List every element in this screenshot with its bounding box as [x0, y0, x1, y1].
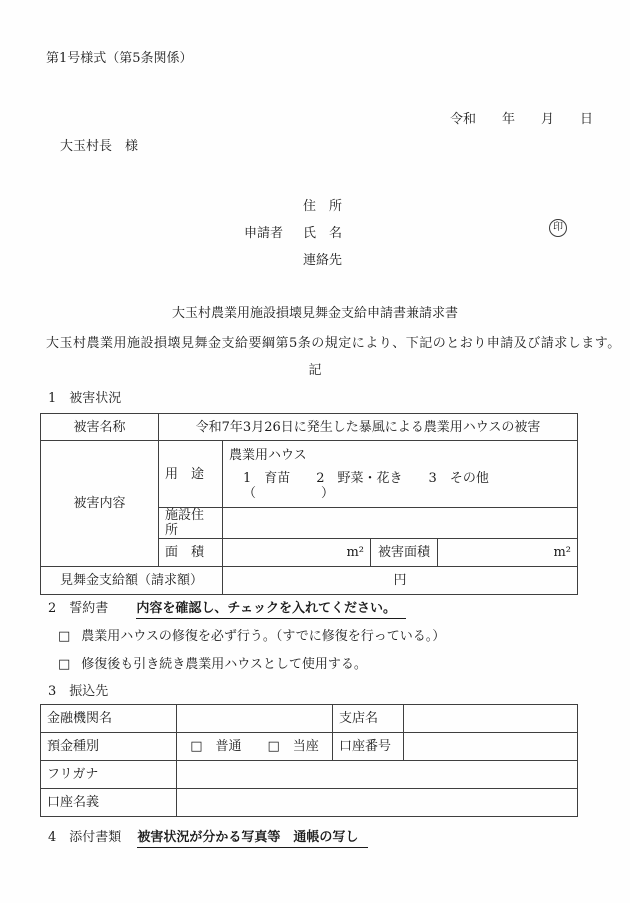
account-type-options: □ 普通 □ 当座 [177, 733, 333, 761]
damaged-area-value: m² [438, 539, 578, 567]
section2-heading-label: 2 誓約書 [48, 601, 109, 616]
account-holder-label: 口座名義 [41, 789, 177, 817]
payment-amount-label: 見舞金支給額（請求額） [41, 567, 223, 595]
pledge-item-text: 修復後も引き続き農業用ハウスとして使用する。 [81, 657, 367, 672]
damage-content-label: 被害内容 [41, 441, 159, 567]
address-label: 住 所 [303, 199, 343, 214]
damaged-area-label: 被害面積 [371, 539, 438, 567]
addressee: 大玉村長 様 [60, 139, 139, 154]
attachments-text: 被害状況が分かる写真等 通帳の写し [137, 830, 368, 848]
damage-name-label: 被害名称 [41, 414, 159, 441]
account-number-value [404, 733, 578, 761]
section1-heading: 1 被害状況 [48, 391, 122, 406]
use-label: 用 途 [159, 441, 223, 508]
use-options: 1 育苗 2 野菜・花き 3 その他（ ） [243, 470, 489, 501]
pledge-instruction: 内容を確認し、チェックを入れてください。 [136, 601, 406, 619]
facility-address-value [223, 508, 578, 539]
document-title: 大玉村農業用施設損壊見舞金支給申請書兼請求書 [171, 306, 458, 321]
contact-label: 連絡先 [303, 253, 343, 268]
pledge-item-text: 農業用ハウスの修復を必ず行う。（すでに修復を行っている。） [81, 629, 446, 644]
section2-heading [48, 601, 406, 616]
account-holder-value [177, 789, 578, 817]
section3-heading: 3 振込先 [48, 684, 109, 699]
bank-name-label: 金融機関名 [41, 705, 177, 733]
furigana-value [177, 761, 578, 789]
name-label: 氏 名 [303, 226, 343, 241]
account-number-label: 口座番号 [333, 733, 404, 761]
seal-stamp-icon [549, 219, 567, 237]
issue-date: 令和 年 月 日 [450, 112, 594, 127]
bank-name-value [177, 705, 333, 733]
branch-name-label: 支店名 [333, 705, 404, 733]
payment-amount-value: 円 [223, 567, 578, 595]
branch-name-value [404, 705, 578, 733]
record-marker: 記 [308, 363, 322, 378]
area-value: m² [223, 539, 371, 567]
bank-transfer-table [40, 704, 578, 817]
section4-heading [48, 830, 368, 845]
use-type-line1: 農業用ハウス [229, 447, 307, 463]
section4-heading-label: 4 添付書類 [48, 830, 122, 845]
pledge-item [58, 629, 445, 644]
form-number: 第1号様式（第5条関係） [46, 51, 193, 66]
facility-address-label: 施設住所 [159, 508, 223, 539]
pledge-item [58, 657, 367, 672]
area-label: 面 積 [159, 539, 223, 567]
damage-status-table [40, 413, 578, 595]
use-cell [223, 441, 578, 508]
checkbox-icon: □ [58, 657, 71, 672]
damage-name-value: 令和7年3月26日に発生した暴風による農業用ハウスの被害 [159, 414, 578, 441]
checkbox-icon: □ [58, 629, 71, 644]
request-statement: 大玉村農業用施設損壊見舞金支給要綱第5条の規定により、下記のとおり申請及び請求します。 [46, 336, 621, 351]
applicant-label: 申請者 [244, 226, 284, 241]
seal-character: 印 [549, 219, 567, 237]
account-type-label: 預金種別 [41, 733, 177, 761]
furigana-label: フリガナ [41, 761, 177, 789]
